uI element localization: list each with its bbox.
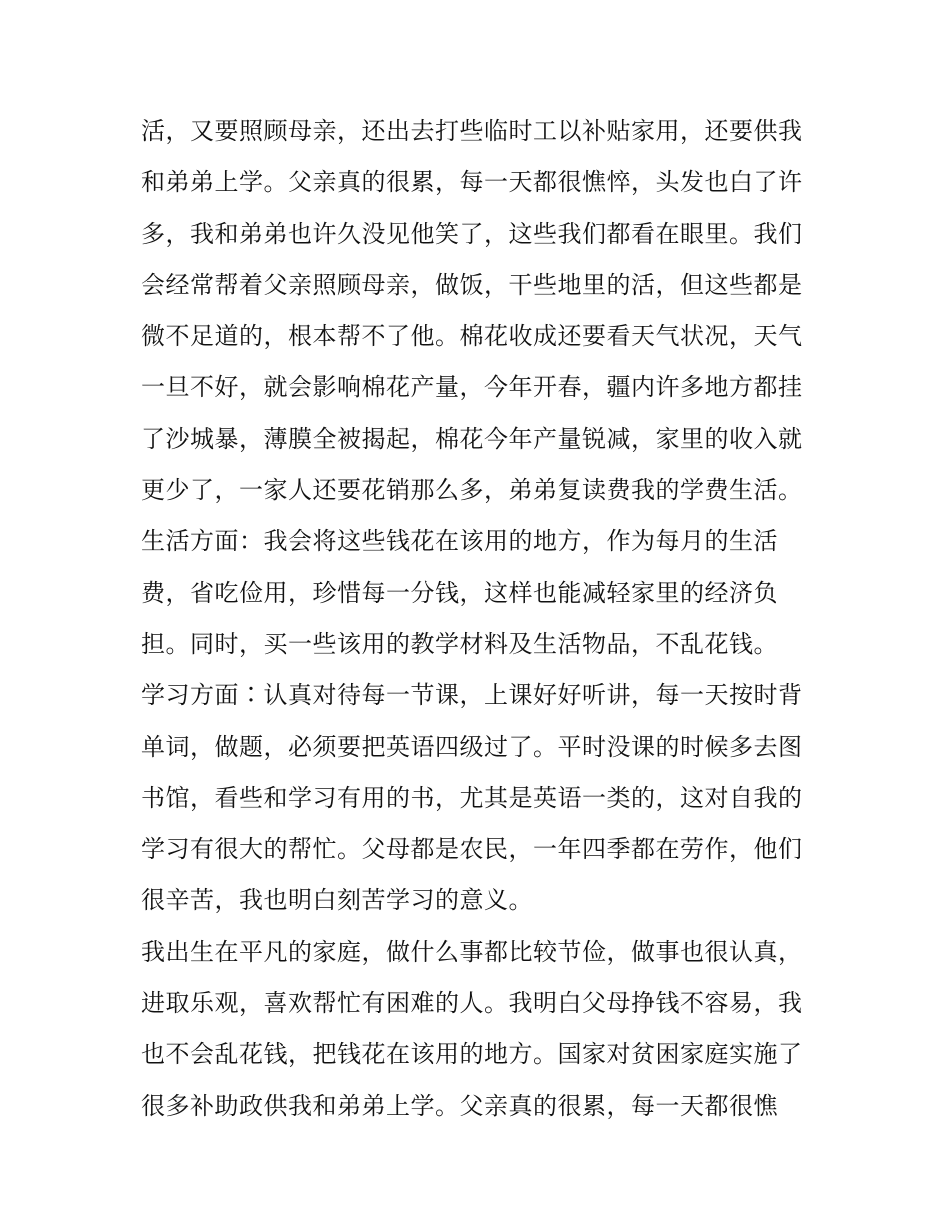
- text-line: 更少了，一家人还要花销那么多，弟弟复读费我的学费生活。: [141, 476, 803, 505]
- text-line: 担。同时，买一些该用的教学材料及生活物品，不乱花钱。: [141, 629, 778, 658]
- text-line: 书馆，看些和学习有用的书，尤其是英语一类的，这对自我的: [141, 783, 803, 812]
- body-text: [141, 106, 821, 1132]
- text-line: 了沙城暴，薄膜全被揭起，棉花今年产量锐减，家里的收入就: [141, 424, 803, 453]
- text-line: 很辛苦，我也明白刻苦学习的意义。: [141, 886, 533, 915]
- text-line: 学习方面∶认真对待每一节课，上课好好听讲，每一天按时背: [141, 681, 803, 710]
- text-line: 多，我和弟弟也许久没见他笑了，这些我们都看在眼里。我们: [141, 219, 803, 248]
- text-line: 一旦不好，就会影响棉花产量，今年开春，疆内许多地方都挂: [141, 373, 803, 402]
- text-line: 会经常帮着父亲照顾母亲，做饭，干些地里的活，但这些都是: [141, 270, 803, 299]
- text-line: 活，又要照顾母亲，还出去打些临时工以补贴家用，还要供我: [141, 117, 803, 145]
- text-line: 学习有很大的帮忙。父母都是农民，一年四季都在劳作，他们: [141, 835, 803, 864]
- text-line: 费，省吃俭用，珍惜每一分钱，这样也能减轻家里的经济负: [141, 578, 778, 607]
- text-line: 和弟弟上学。父亲真的很累，每一天都很憔悴，头发也白了许: [141, 168, 803, 197]
- text-line: 我出生在平凡的家庭，做什么事都比较节俭，做事也很认真，: [141, 937, 803, 966]
- text-line: 生活方面：我会将这些钱花在该用的地方，作为每月的生活: [141, 527, 778, 556]
- text-line: 很多补助政供我和弟弟上学。父亲真的很累，每一天都很憔: [141, 1091, 778, 1120]
- text-line: 进取乐观，喜欢帮忙有困难的人。我明白父母挣钱不容易，我: [141, 989, 803, 1018]
- text-line: 也不会乱花钱，把钱花在该用的地方。国家对贫困家庭实施了: [141, 1040, 803, 1069]
- text-line: 单词，做题，必须要把英语四级过了。平时没课的时候多去图: [141, 732, 803, 761]
- text-line: 微不足道的，根本帮不了他。棉花收成还要看天气状况，天气: [141, 322, 803, 351]
